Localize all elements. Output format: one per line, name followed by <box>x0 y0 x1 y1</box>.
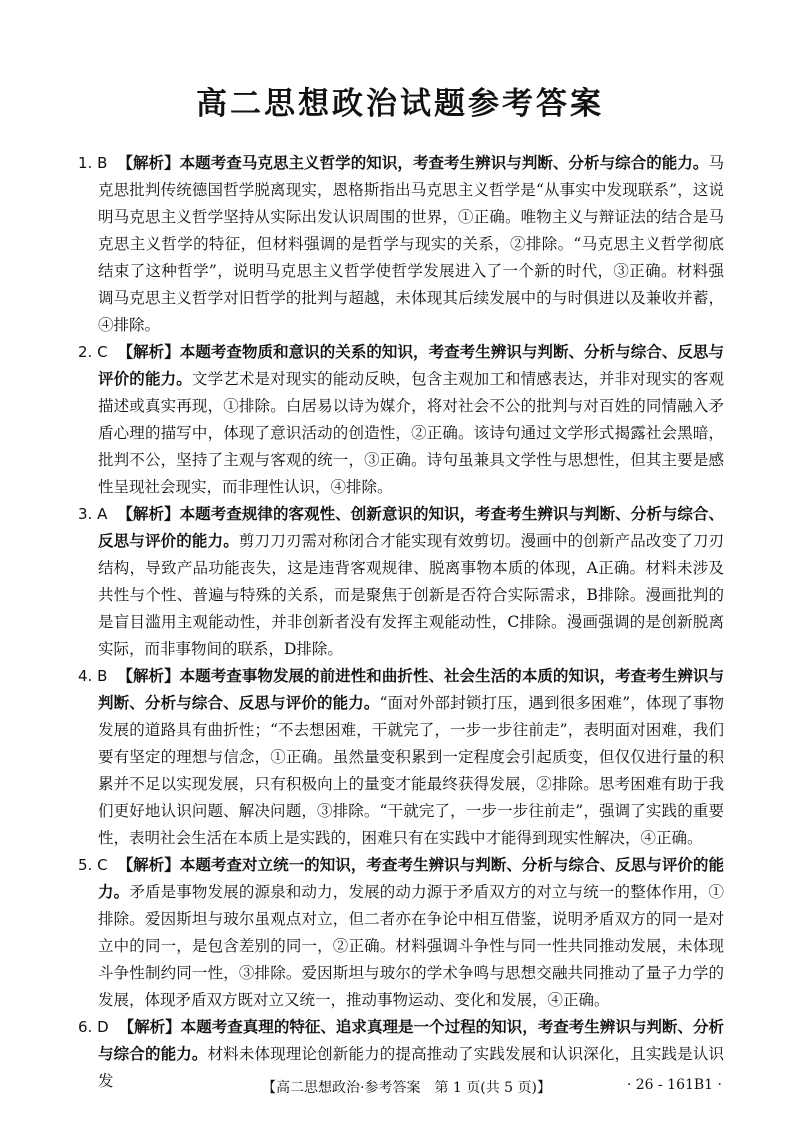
answer-lead: 本题考查物质和意识的关系的知识，考查考生辨识与判断、分析与综合、反思与评价的能力。 <box>98 343 724 388</box>
answer-body: “面对外部封锁打压，遇到很多困难”，体现了事物发展的道路具有曲折性；“不去想困难，干就完了，一步一步往前走”，表明面对困难，我们要有坚定的理想与信念，①正确。虽然量变积累到一定程度会引起质变，但仅仅进行量的积累并不足以实现发展，只有积极向上的量变才能最终获得发展，②排除。思考困难有助于我们更好地认识问题、解决问题，③排除。“干就完了，一步一步往前走”，强调了实践的重要性，表明社会生活在本质上是实践的，困难只有在实践中才能得到现实性解决，④正确。 <box>98 694 724 847</box>
answer-body: 文学艺术是对现实的能动反映，包含主观加工和情感表达，并非对现实的客观描述或真实再现，①排除。白居易以诗为媒介，将对社会不公的批判与对百姓的同情融入矛盾心理的描写中，体现了意识活动的创造性，②正确。该诗句通过文学形式揭露社会黑暗，批判不公，坚持了主观与客观的统一，③正确。诗句虽兼具文学性与思想性，但其主要是感性呈现社会现实，而非理性认识，④排除。 <box>98 370 724 496</box>
answer-number: 4. B <box>78 667 108 685</box>
answer-number: 5. C <box>78 856 108 874</box>
answer-item-1 <box>78 150 724 339</box>
analysis-tag: 【解析】 <box>118 1018 181 1036</box>
answer-body: 马克思批判传统德国哲学脱离现实，恩格斯指出马克思主义哲学是“从事实中发现联系”，这说明马克思主义哲学坚持从实际出发认识周围的世界，①正确。唯物主义与辩证法的结合是马克思主义哲学的特征，但材料强调的是哲学与现实的关系，②排除。“马克思主义哲学彻底结束了这种哲学”，说明马克思主义哲学使哲学发展进入了一个新的时代，③正确。材料强调马克思主义哲学对旧哲学的批判与超越，未体现其后续发展中的与时俱进以及兼收并蓄，④排除。 <box>98 154 724 334</box>
answer-lead: 本题考查事物发展的前进性和曲折性、社会生活的本质的知识，考查考生辨识与判断、分析与综合、反思与评价的能力。 <box>98 667 724 712</box>
answer-item-4 <box>78 663 724 852</box>
answer-item-5 <box>78 852 724 1014</box>
analysis-tag: 【解析】 <box>117 343 180 361</box>
answer-lead: 本题考查对立统一的知识，考查考生辨识与判断、分析与综合、反思与评价的能力。 <box>98 856 724 901</box>
analysis-tag: 【解析】 <box>117 856 180 874</box>
answer-item-2 <box>78 339 724 501</box>
answer-body: 剪刀刀刃需对称闭合才能实现有效剪切。漫画中的创新产品改变了刀刃结构，导致产品功能丧失，这是违背客观规律、脱离事物本质的体现，A正确。材料未涉及共性与个性、普遍与特殊的关系，而是聚焦于创新是否符合实际需求，B排除。漫画批判的是盲目滥用主观能动性，并非创新者没有发挥主观能动性，C排除。漫画强调的是创新脱离实际，而非事物间的联系，D排除。 <box>98 532 724 658</box>
analysis-tag: 【解析】 <box>117 667 180 685</box>
answer-number: 1. B <box>78 154 108 172</box>
answer-lead: 本题考查真理的特征、追求真理是一个过程的知识，考查考生辨识与判断、分析与综合的能力。 <box>98 1018 724 1063</box>
answer-item-3 <box>78 501 724 663</box>
answer-list <box>78 150 724 1095</box>
footer-paper-code: · 26 - 161B1 · <box>626 1077 722 1093</box>
answer-lead: 本题考查马克思主义哲学的知识，考查考生辨识与判断、分析与综合的能力。 <box>179 154 709 172</box>
answer-body: 矛盾是事物发展的源泉和动力，发展的动力源于矛盾双方的对立与统一的整体作用，①排除。爱因斯坦与玻尔虽观点对立，但二者亦在争论中相互借鉴，说明矛盾双方的同一是对立中的同一，是包含差别的同一，②正确。材料强调斗争性与同一性共同推动发展，未体现斗争性制约同一性，③排除。爱因斯坦与玻尔的学术争鸣与思想交融共同推动了量子力学的发展，体现矛盾双方既对立又统一，推动事物运动、变化和发展，④正确。 <box>98 883 724 1009</box>
answer-number: 6. D <box>78 1018 109 1036</box>
footer-page-info: 【高二思想政治·参考答案 第 1 页(共 5 页)】 <box>262 1080 551 1096</box>
answer-number: 2. C <box>78 343 108 361</box>
answer-body: 材料未体现理论创新能力的提高推动了实践发展和认识深化，且实践是认识发 <box>98 1045 724 1090</box>
answer-lead: 本题考查规律的客观性、创新意识的知识，考查考生辨识与判断、分析与综合、反思与评价的能力。 <box>98 505 724 550</box>
analysis-tag: 【解析】 <box>117 154 180 172</box>
page-title: 高二思想政治试题参考答案 <box>196 86 604 122</box>
analysis-tag: 【解析】 <box>117 505 180 523</box>
answer-number: 3. A <box>78 505 108 523</box>
